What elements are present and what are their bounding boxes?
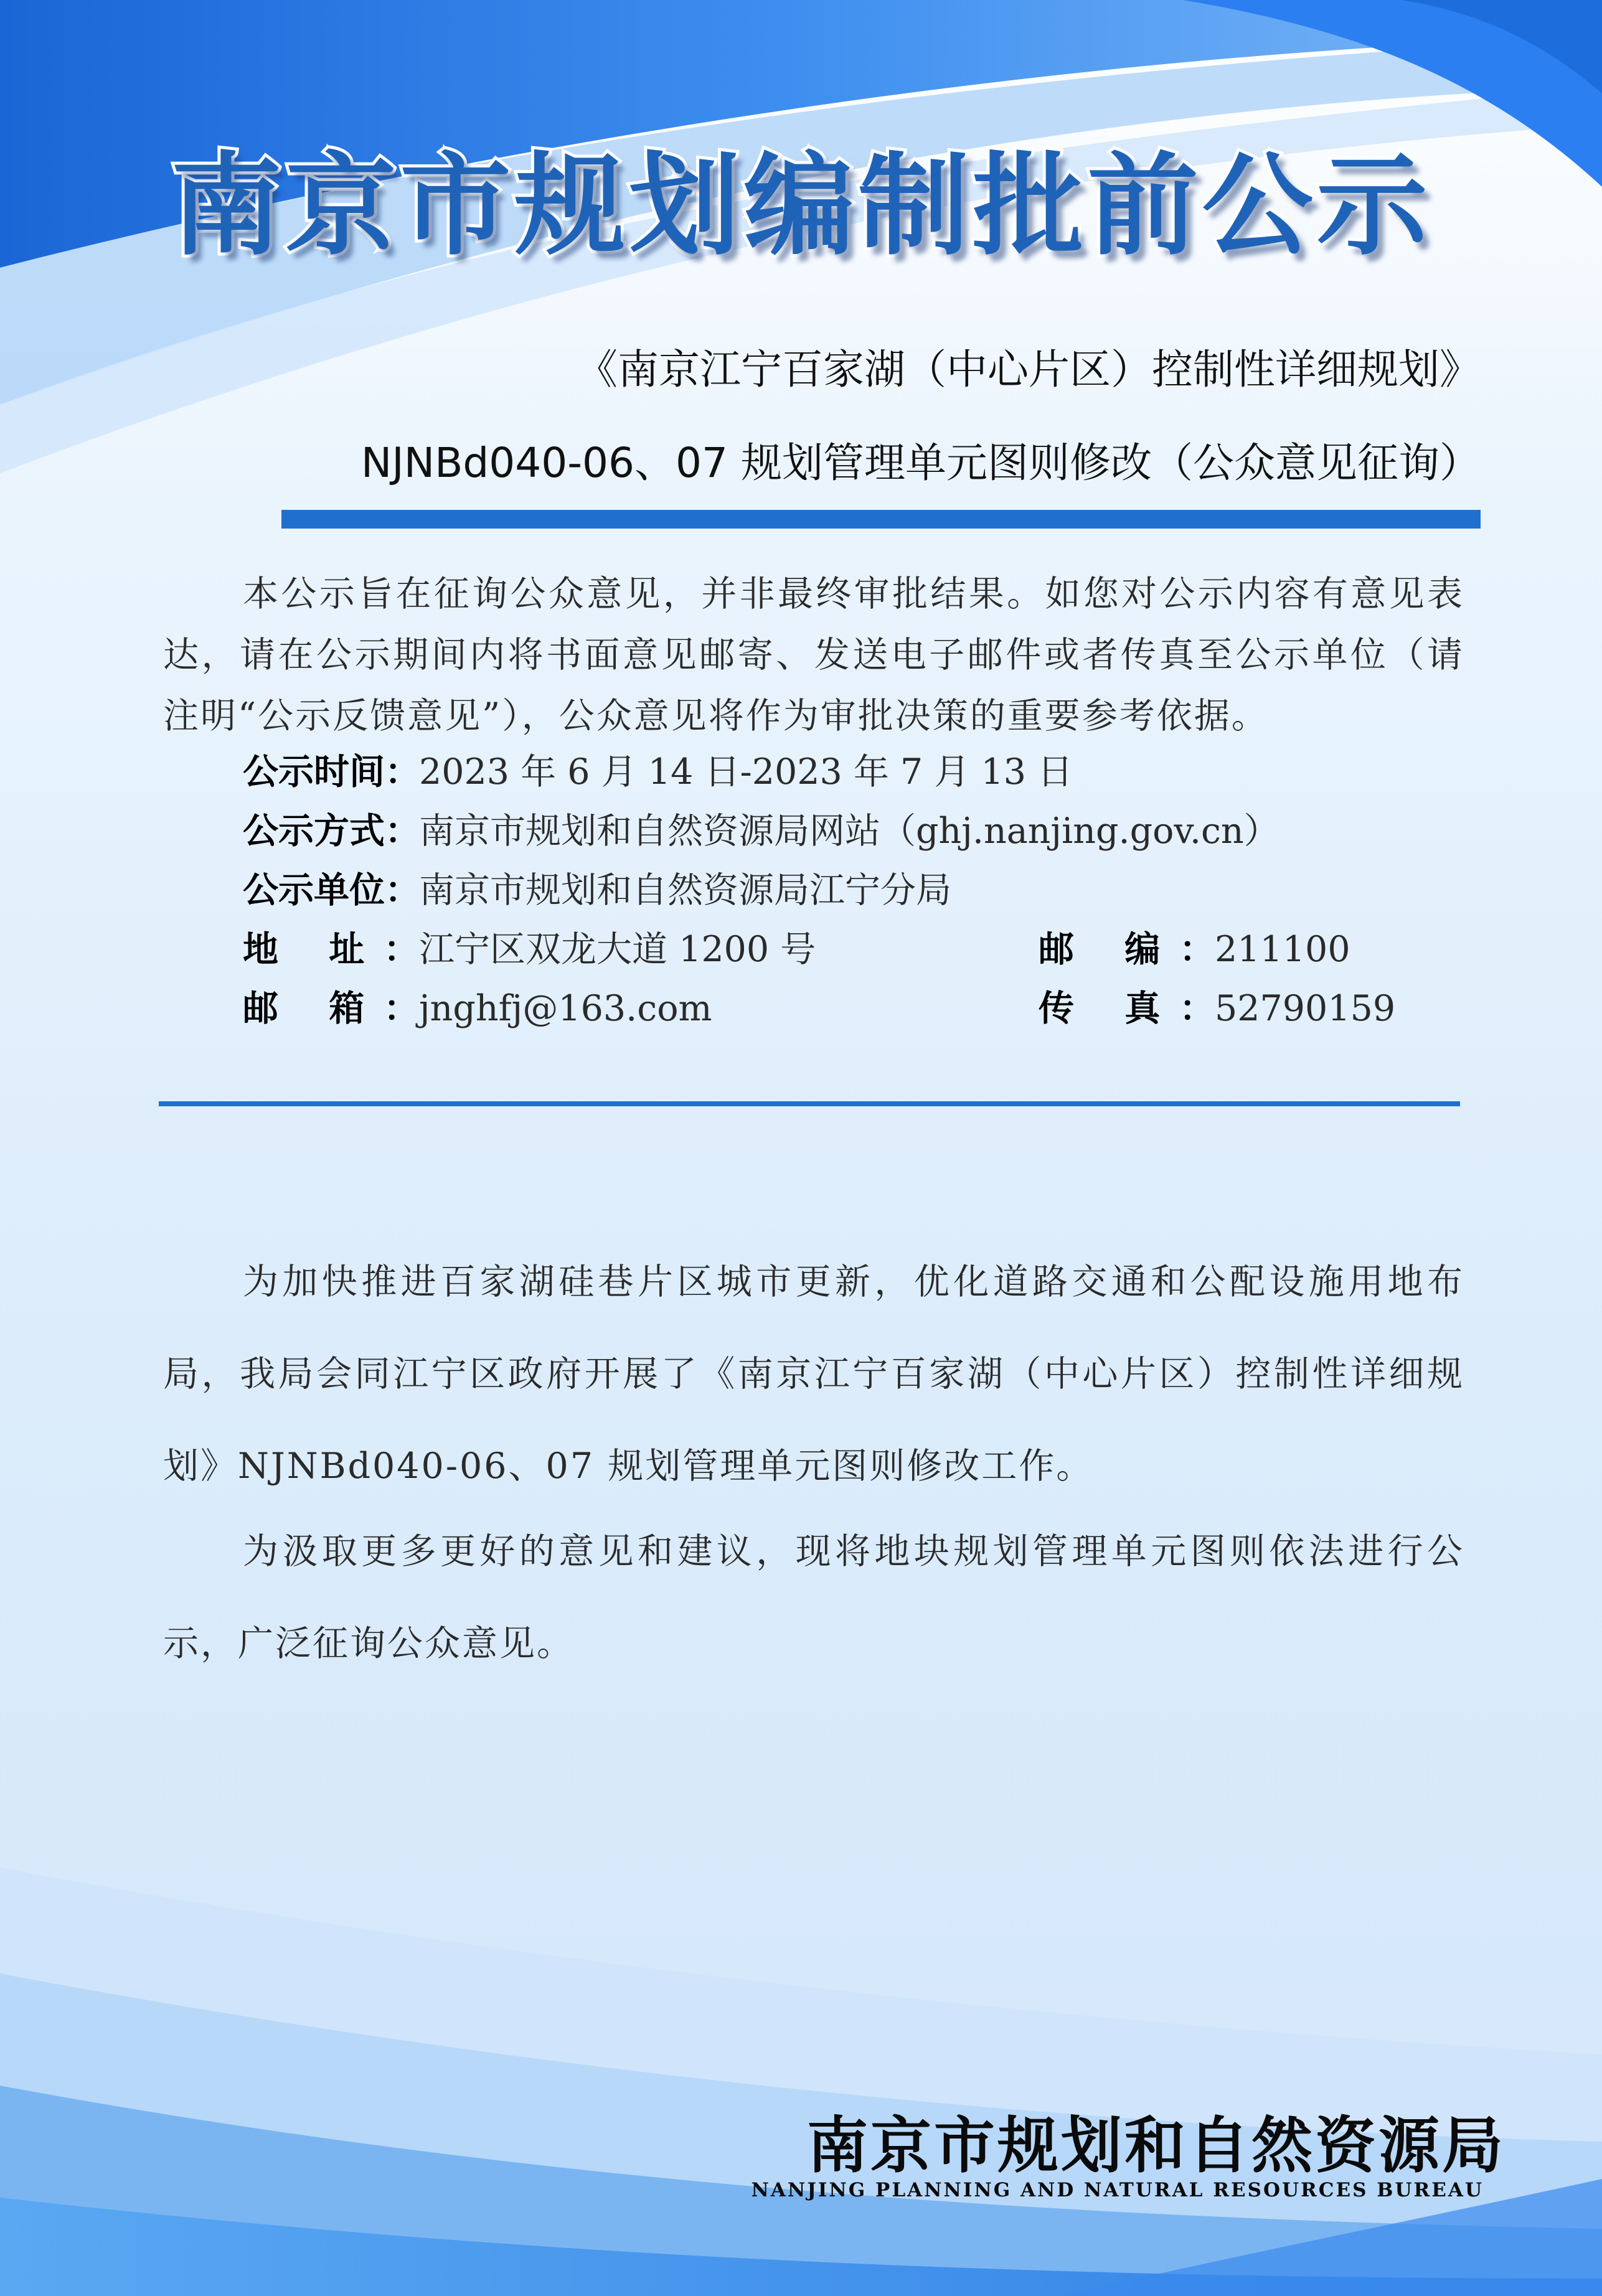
body-paragraph-1: 为加快推进百家湖硅巷片区城市更新，优化道路交通和公配设施用地布局，我局会同江宁区政府开展了《南京江宁百家湖（中心片区）控制性详细规划》NJNBd040-06、07 规划管理单元图则修改工作。 — [163, 1261, 1464, 1487]
title-divider-bar — [281, 510, 1481, 529]
agency-name-en: NANJING PLANNING AND NATURAL RESOURCES BUREAU — [751, 2179, 1484, 2201]
info-address-row — [243, 921, 816, 977]
info-time-row — [243, 744, 1073, 800]
info-fax-value: 52790159 — [1215, 988, 1396, 1029]
info-fax-row — [1039, 981, 1395, 1037]
agency-name-cn: 南京市规划和自然资源局 — [806, 2110, 1505, 2181]
info-email-value[interactable]: jnghfj@163.com — [419, 988, 712, 1029]
plan-name-subtitle: 《南京江宁百家湖（中心片区）控制性详细规划》 — [577, 346, 1481, 393]
info-method-label: 公示方式： — [243, 810, 420, 852]
info-address-value: 江宁区双龙大道 1200 号 — [419, 929, 816, 970]
intro-paragraph: 本公示旨在征询公众意见，并非最终审批结果。如您对公示内容有意见表达，请在公示期间内将书面意见邮寄、发送电子邮件或者传真至公示单位（请注明“公示反馈意见”），公众意见将作为审批决策的重要参考依据。 — [163, 573, 1464, 736]
info-unit-label: 公示单位： — [243, 869, 420, 911]
info-postcode-label: 邮 编： — [1039, 928, 1215, 970]
info-address-label: 地 址： — [243, 928, 419, 970]
info-email-label: 邮 箱： — [243, 987, 419, 1029]
info-unit-value: 南京市规划和自然资源局江宁分局 — [419, 870, 951, 911]
info-email-row — [243, 981, 712, 1037]
body-paragraph-2: 为汲取更多更好的意见和建议，现将地块规划管理单元图则依法进行公示，广泛征询公众意见。 — [163, 1531, 1464, 1664]
info-postcode-row — [1039, 921, 1350, 977]
info-time-value: 2023 年 6 月 14 日-2023 年 7 月 13 日 — [419, 751, 1073, 793]
info-method-value: 南京市规划和自然资源局网站（ghj.nanjing.gov.cn） — [419, 811, 1279, 852]
info-fax-label: 传 真： — [1039, 987, 1215, 1029]
info-unit-row — [243, 862, 951, 918]
info-postcode-value: 211100 — [1215, 929, 1350, 970]
plan-code-subtitle: NJNBd040-06、07 规划管理单元图则修改（公众意见征询） — [360, 439, 1481, 487]
section-divider — [159, 1101, 1460, 1106]
info-time-label: 公示时间： — [243, 751, 420, 793]
info-method-row — [243, 803, 1279, 859]
page-title: 南京市规划编制批前公示 — [171, 140, 1431, 270]
